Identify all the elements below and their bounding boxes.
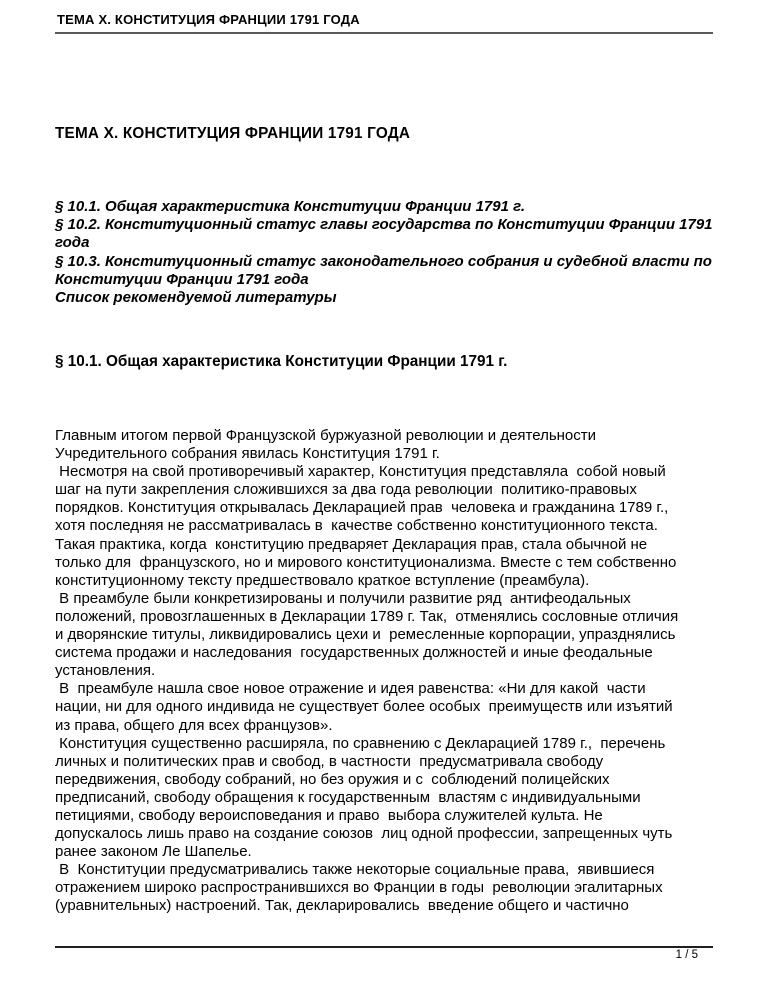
body-text-line: порядков. Конституция открывалась Декларацией прав человека и гражданина 1789 г., [55,499,669,517]
body-text-line: только для французского, но и мирового конституционализма. Вместе с тем собственно [55,553,677,571]
body-text-line: шаг на пути закрепления сложившихся за два года революции политико-правовых [55,481,637,499]
page-number: 1 / 5 [675,949,698,961]
header-divider [55,32,713,34]
toc-line: Список рекомендуемой литературы [55,289,337,307]
body-text [55,427,745,916]
section-heading: § 10.1. Общая характеристика Конституции Франции 1791 г. [55,353,508,370]
body-text-line: В преамбуле были конкретизированы и получили развитие ряд антифеодальных [55,589,631,607]
body-text-line: В Конституции предусматривались также некоторые социальные права, явившиеся [55,861,655,879]
running-header-title: ТЕМА X. КОНСТИТУЦИЯ ФРАНЦИИ 1791 ГОДА [57,12,360,27]
document-title: ТЕМА X. КОНСТИТУЦИЯ ФРАНЦИИ 1791 ГОДА [55,125,411,142]
body-text-line: ранее законом Ле Шапелье. [55,843,252,861]
body-text-line: личных и политических прав и свобод, в частности предусматривала свободу [55,752,604,770]
toc-line: § 10.1. Общая характеристика Конституции Франции 1791 г. [55,198,526,215]
body-text-line: положений, провозглашенных в Декларации 1789 г. Так, отменялись сословные отличия [55,607,679,625]
body-text-line: петициями, свободу вероисповедания и право выбора служителей культа. Не [55,806,603,824]
body-text-line: система продажи и наследования государственных должностей и иные феодальные [55,644,653,662]
body-text-line: установления. [55,662,156,680]
toc-line: года [55,234,90,252]
toc-line: Конституции Франции 1791 года [55,270,309,288]
body-text-line: Главным итогом первой Французской буржуазной революции и деятельности [55,427,597,444]
body-text-line: нации, ни для одного индивида не существует более особых преимуществ или изъятий [55,698,673,716]
body-text-line: предписаний, свободу обращения к государственным властям с индивидуальными [55,788,641,806]
body-text-line: из права, общего для всех французов». [55,716,333,734]
body-text-line: отражением широко распространившихся во Франции в годы революции эгалитарных [55,879,663,897]
footer-divider [55,946,713,948]
body-text-line: (уравнительных) настроений. Так, декларировались введение общего и частично [55,897,629,915]
body-text-line: конституционному тексту предшествовало краткое вступление (преамбула). [55,571,590,589]
toc-line: § 10.3. Конституционный статус законодательного собрания и судебной власти по [55,252,712,270]
body-text-line: Несмотря на свой противоречивый характер, Конституция представляла собой новый [55,463,666,481]
table-of-contents [55,198,745,307]
body-text-line: допускалось лишь право на создание союзов лиц одной профессии, запрещенных чуть [55,825,673,843]
body-text-line: Учредительного собрания явилась Конституция 1791 г. [55,445,440,463]
body-text-line: Такая практика, когда конституцию предваряет Декларация прав, стала обычной не [55,535,648,553]
toc-line: § 10.2. Конституционный статус главы государства по Конституции Франции 1791 [55,216,713,234]
body-text-line: В преамбуле нашла свое новое отражение и идея равенства: «Ни для какой части [55,680,646,698]
body-text-line: и дворянские титулы, ликвидировались цехи и ремесленные корпорации, упразднялись [55,626,676,644]
body-text-line: хотя последняя не рассматривалась в качестве собственно конституционного текста. [55,517,658,535]
body-text-line: передвижения, свободу собраний, но без оружия и с соблюдений полицейских [55,770,610,788]
body-text-line: Конституция существенно расширяла, по сравнению с Декларацией 1789 г., перечень [55,734,666,752]
